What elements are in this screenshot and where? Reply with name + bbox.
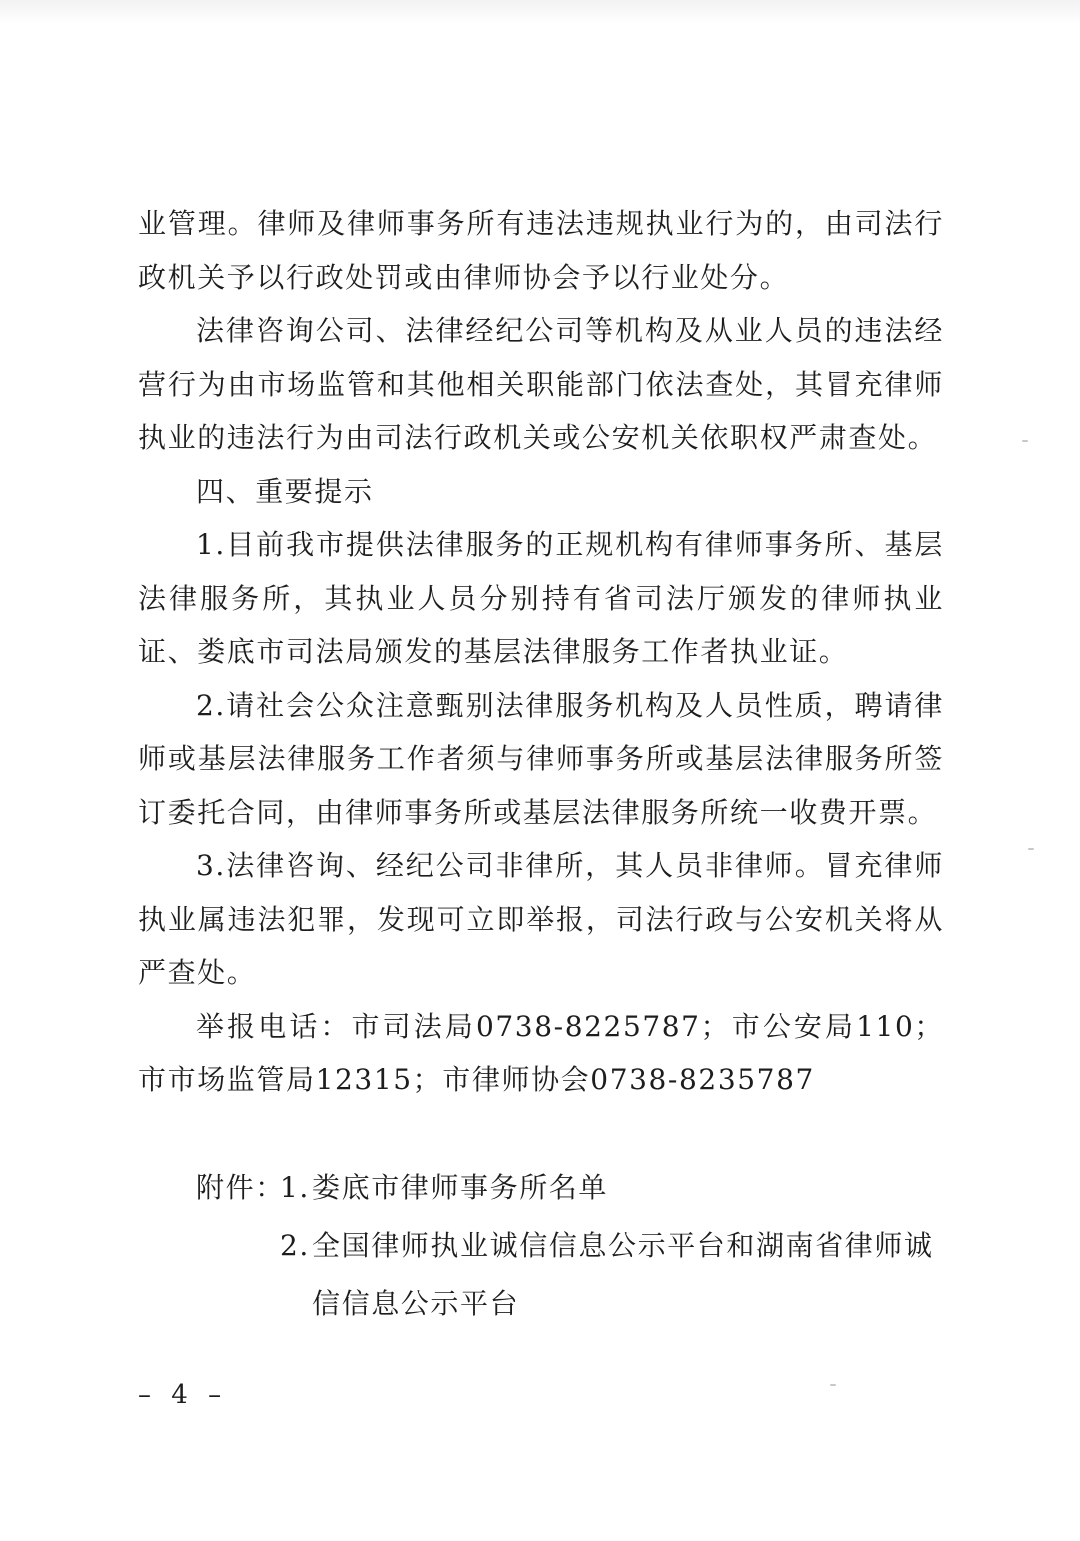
attachments-list (280, 1159, 944, 1333)
document-body (138, 197, 944, 1333)
attachments (138, 1159, 944, 1333)
section-heading: 四、重要提示 (196, 474, 374, 508)
report-phones: 举报电话：市司法局0738-8225787；市公安局110；市市场监管局12315；市律师协会0738-8235787 (138, 1009, 944, 1096)
scan-speck (830, 1384, 836, 1386)
scan-edge (0, 0, 1080, 24)
paragraph-continued: 业管理。律师及律师事务所有违法违规执业行为的，由司法行政机关予以行政处罚或由律师协会予以行业处分。 (138, 207, 944, 294)
paragraph-legal-consulting: 法律咨询公司、法律经纪公司等机构及从业人员的违法经营行为由市场监管和其他相关职能部门依法查处，其冒充律师执业的违法行为由司法行政机关或公安机关依职权严肃查处。 (138, 314, 944, 454)
attachment-title: 娄底市律师事务所名单 (312, 1170, 609, 1204)
tip-item-3: 3.法律咨询、经纪公司非律所，其人员非律师。冒充律师执业属违法犯罪，发现可立即举报，司法行政与公安机关将从严查处。 (138, 849, 944, 989)
attachment-number: 1. (280, 1170, 310, 1204)
scan-speck (1028, 848, 1034, 850)
scan-speck (1022, 440, 1028, 442)
spacer (138, 1107, 944, 1159)
attachment-item (280, 1217, 944, 1333)
attachment-title: 全国律师执业诚信信息公示平台和湖南省律师诚信信息公示平台 (312, 1228, 934, 1320)
tip-item-2: 2.请社会公众注意甄别法律服务机构及人员性质，聘请律师或基层法律服务工作者须与律师事务所或基层法律服务所签订委托合同，由律师事务所或基层法律服务所统一收费开票。 (138, 688, 944, 829)
attachment-item (280, 1159, 944, 1217)
page-number: – 4 – (138, 1380, 228, 1410)
tip-item-1: 1.目前我市提供法律服务的正规机构有律师事务所、基层法律服务所，其执业人员分别持有省司法厅颁发的律师执业证、娄底市司法局颁发的基层法律服务工作者执业证。 (138, 528, 944, 668)
attachment-number: 2. (280, 1228, 310, 1262)
attachments-label: 附件： (196, 1170, 285, 1204)
